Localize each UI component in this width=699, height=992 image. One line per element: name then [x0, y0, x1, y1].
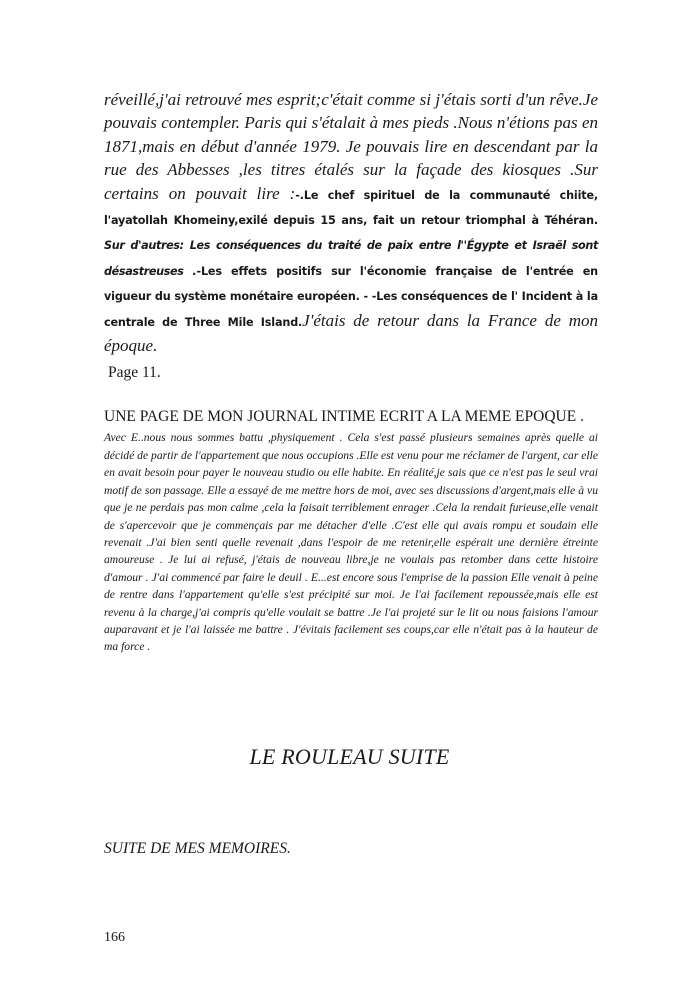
journal-text: Avec E..nous nous sommes battu ,physiquement . Cela s'est passé plusieurs semaines après quelle ai décidé de partir de l'appartement que nous occupions .Elle est venu pour me réclamer de l'argent, car elle en avait besoin pour payer le nouveau studio ou elle habite. En réalité,je sais que ce n'est pas le seul vrai motif de son passage. Elle a essayé de me mettre hors de moi, avec ses discussions d'argent,mais elle à vu que je ne perdais pas mon calme ,cela la faisait terriblement enrager .Cela la rendait furieuse,elle venait de s'apercevoir que je commençais par me détacher d'elle .C'est elle qui avais rompu et soudain elle revenait .J'ai bien senti quelle revenait ,dans l'espoir de me retenir,elle espérait une dernière étreinte amoureuse . Je lui ai refusé, j'étais de nouveau libre,je ne voulais pas retomber dans cette histoire d'amour . J'ai commencé par faire le deuil . E...est encore sous l'emprise de la passion Elle venait à peine de rentre dans l'appartement qu'elle s'est précipité sur moi. Je l'ai facilement repoussée,mais elle est revenu à la charge,j'ai compris qu'elle voulait se battre .Je l'ai projeté sur le lit ou nous faisions l'amour auparavant et je l'ai laissée me battre . J'évitais facilement ses coups,car elle n'était pas à la hauteur de ma force .: [104, 431, 598, 654]
newspaper-headline-khomeiny: -.Le chef spirituel de la communauté chiite, l'ayatollah Khomeiny,exilé depuis 15 ans, fait un retour triomphal à Téhéran.: [104, 188, 598, 228]
opening-paragraph: [104, 88, 598, 357]
newspaper-headline-egypt-israel: Sur d'autres: Les conséquences du traité de paix entre l''Égypte et Israël sont désastreuses .: [104, 239, 598, 278]
return-sentence: J'étais de retour dans la France de mon époque.: [104, 310, 598, 356]
opening-text: réveillé,j'ai retrouvé mes esprit;c'était comme si j'étais sorti d'un rêve.Je pouvais contempler. Paris qui s'étalait à mes pieds .Nous n'étions pas en 1871,mais en début d'année 1979. Je pouvais lire en descendant par la rue des Abbesses ,les titres étalés sur la façade des kiosques .Sur certains on pouvait lire :: [104, 90, 598, 203]
page-number: 166: [104, 930, 125, 945]
newspaper-headline-economy: -Les effets positifs sur l'économie française de l'entrée en vigueur du système monétaire européen. - -Les conséquences de l' Incident à la centrale de Three Mile Island.: [104, 264, 598, 329]
section-title: LE ROULEAU SUITE: [249, 744, 450, 769]
section-subtitle: SUITE DE MES MEMOIRES.: [104, 840, 291, 857]
journal-heading: UNE PAGE DE MON JOURNAL INTIME ECRIT A LA MEME EPOQUE .: [104, 408, 584, 426]
main-text-column: [104, 88, 598, 656]
page-reference: Page 11.: [108, 364, 161, 382]
